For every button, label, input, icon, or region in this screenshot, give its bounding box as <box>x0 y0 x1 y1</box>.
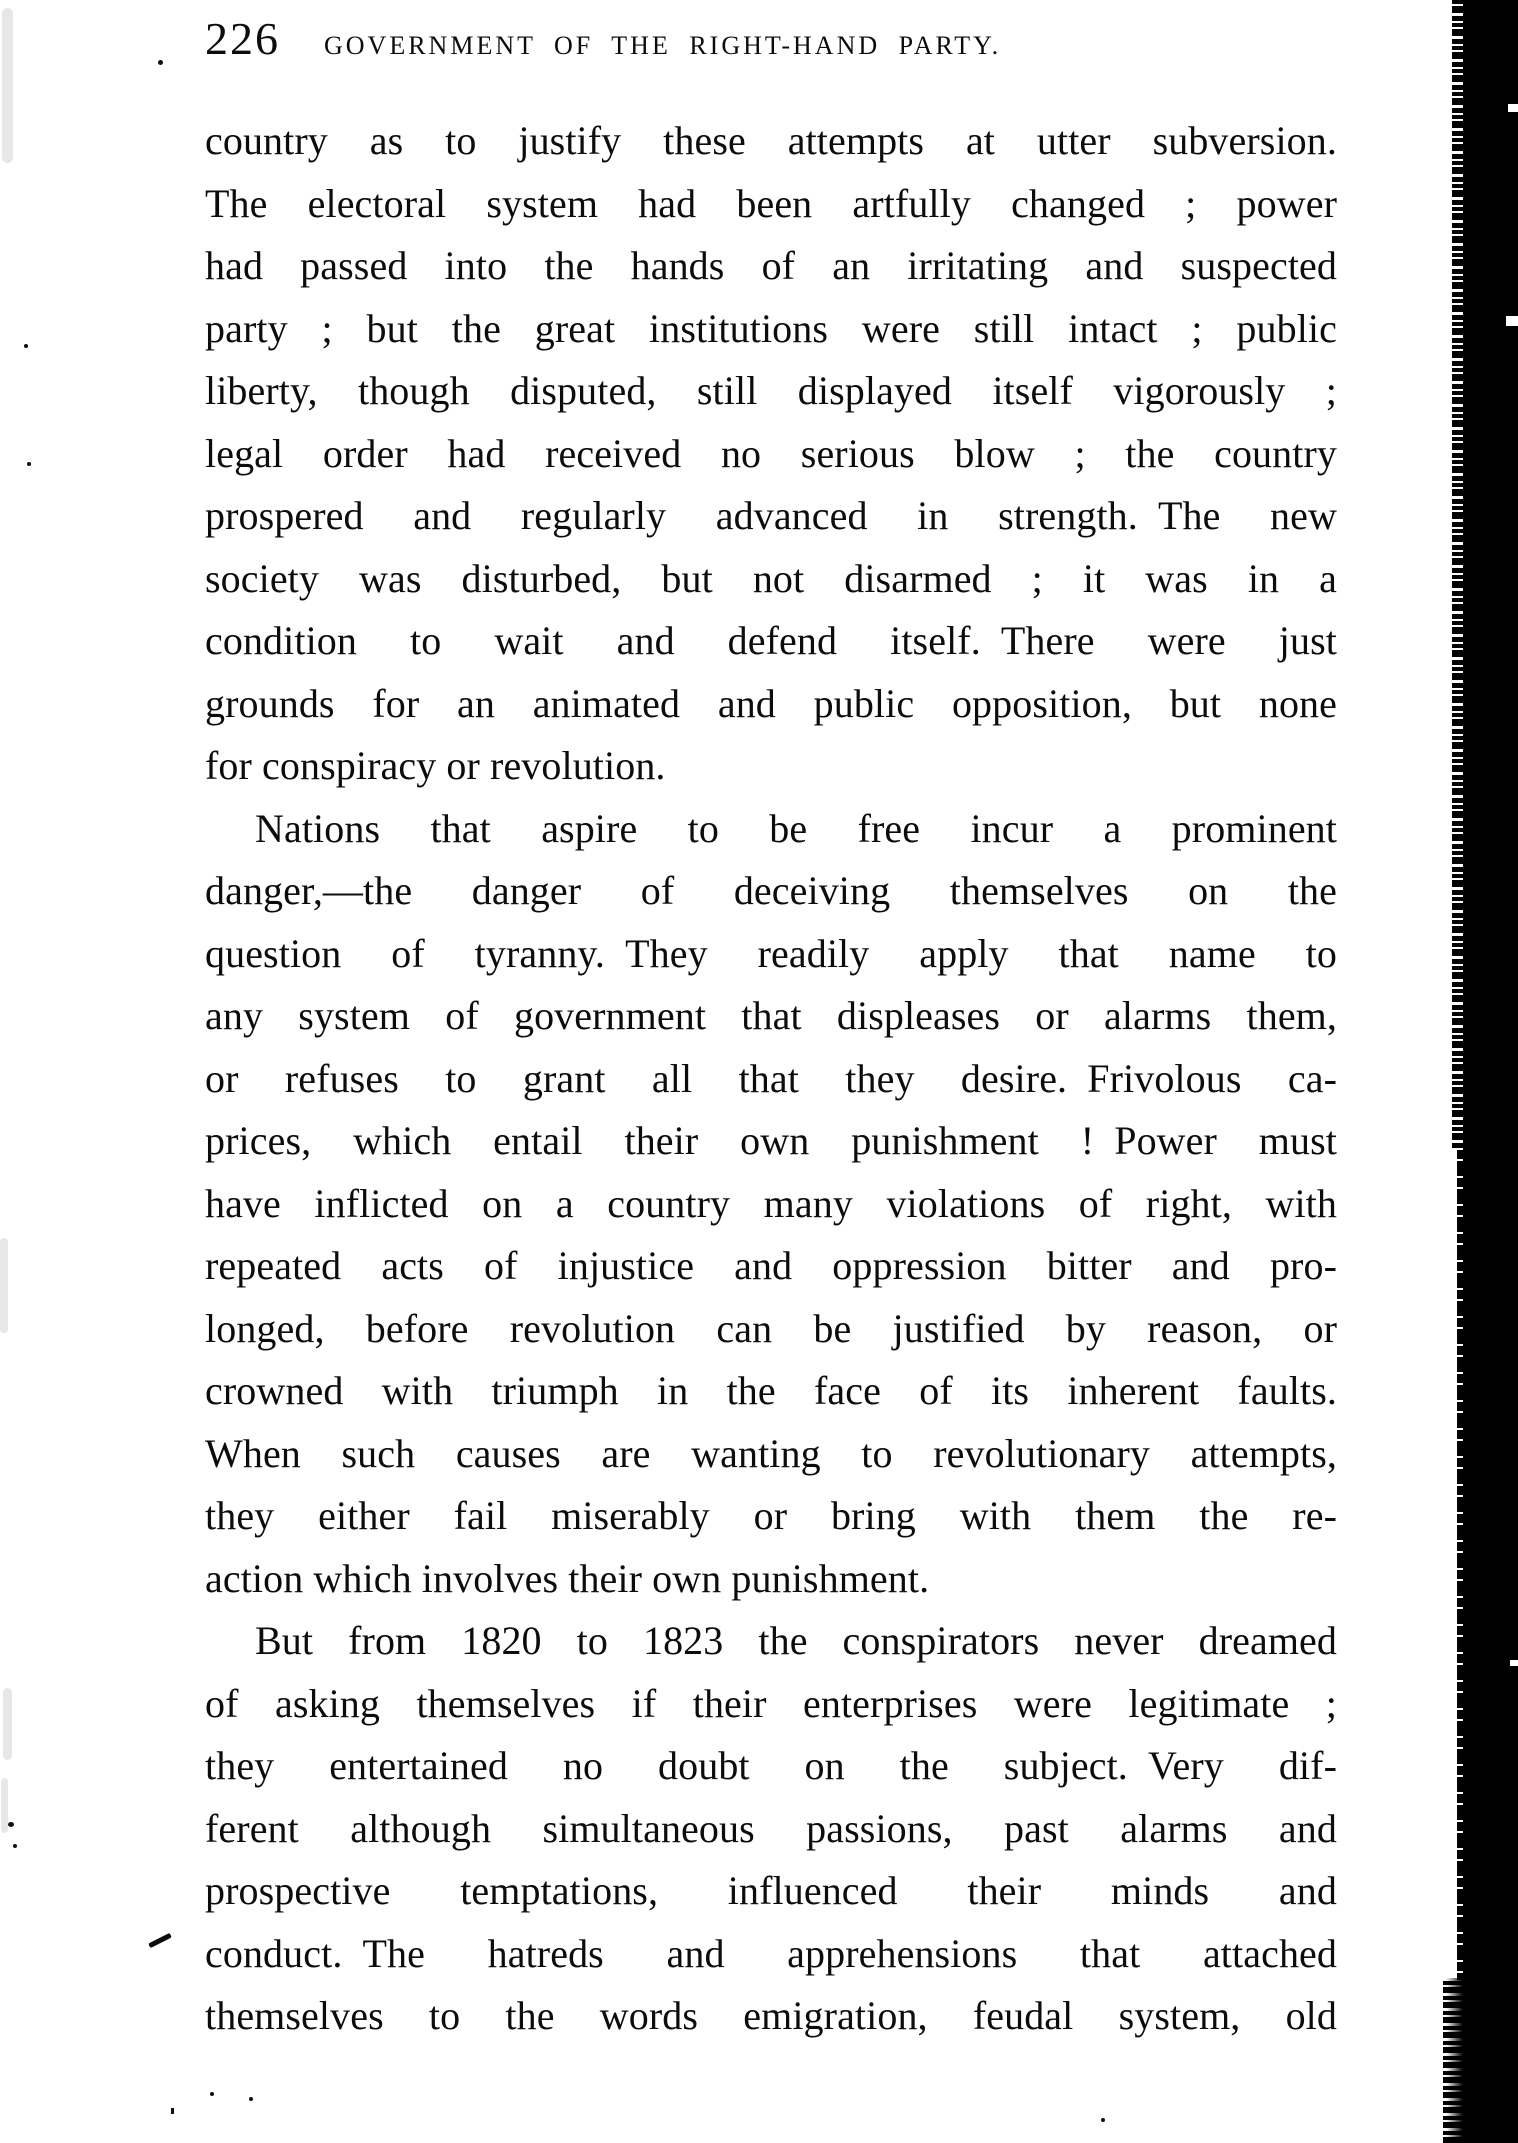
text-line: they either fail miserably or bring with them the re- <box>205 1493 1337 1538</box>
page-number: 226 <box>205 13 280 64</box>
text-line: legal order had received no serious blow ; the country <box>205 430 1337 476</box>
text-line: party ; but the great institutions were still intact ; public <box>205 305 1337 351</box>
text-line: repeated acts of injustice and oppression bitter and pro- <box>205 1243 1337 1288</box>
text-line: When such causes are wanting to revolutionary attempts, <box>205 1430 1337 1476</box>
pencil-tick-mark <box>148 1933 172 1948</box>
margin-smudge <box>2 8 13 163</box>
text-line: of asking themselves if their enterprises were legitimate ; <box>205 1680 1337 1726</box>
text-line: conduct. The hatreds and apprehensions that attached <box>205 1930 1337 1976</box>
text-line: longed, before revolution can be justified by reason, or <box>205 1305 1337 1351</box>
ink-speck <box>27 462 31 466</box>
ink-speck <box>8 1822 14 1827</box>
text-line: liberty, though disputed, still displayed itself vigorously ; <box>205 368 1337 413</box>
page-body <box>205 110 1337 2048</box>
page-header <box>205 12 1318 65</box>
text-line: prices, which entail their own punishment ! Power must <box>205 1118 1337 1163</box>
text-line: crowned with triumph in the face of its inherent faults. <box>205 1368 1337 1413</box>
scan-edge-band <box>1463 0 1518 2143</box>
text-line: danger,—the danger of deceiving themselves on the <box>205 868 1337 913</box>
margin-smudge <box>1 1778 8 1833</box>
ink-speck <box>249 2097 253 2101</box>
text-line: question of tyranny. They readily apply that name to <box>205 930 1337 976</box>
text-line: they entertained no doubt on the subject. Very dif- <box>205 1743 1337 1788</box>
ink-speck <box>171 2108 174 2114</box>
text-line: have inflicted on a country many violations of right, with <box>205 1180 1337 1226</box>
margin-smudge <box>3 1688 12 1760</box>
text-line: had passed into the hands of an irritating and suspected <box>205 243 1337 288</box>
text-line: prospective temptations, influenced their minds and <box>205 1868 1337 1913</box>
text-line: prospered and regularly advanced in strength. The new <box>205 493 1337 538</box>
ink-speck <box>24 344 28 348</box>
text-line: themselves to the words emigration, feudal system, old <box>205 1993 1337 2038</box>
text-line: action which involves their own punishment. <box>205 1555 930 1601</box>
ink-speck <box>13 1844 17 1848</box>
text-line: or refuses to grant all that they desire. Frivolous ca- <box>205 1055 1337 1101</box>
text-line: for conspiracy or revolution. <box>205 743 666 788</box>
ink-speck <box>158 60 163 65</box>
text-line: grounds for an animated and public opposition, but none <box>205 680 1337 726</box>
text-line: But from 1820 to 1823 the conspirators never dreamed <box>255 1618 1337 1663</box>
ink-speck <box>210 2092 214 2096</box>
scan-notch <box>1508 104 1518 112</box>
ink-speck <box>1101 2118 1105 2122</box>
text-line: ferent although simultaneous passions, past alarms and <box>205 1805 1337 1851</box>
scan-notch <box>1510 1660 1518 1666</box>
text-line: Nations that aspire to be free incur a prominent <box>255 805 1337 851</box>
text-line: country as to justify these attempts at utter subversion. <box>205 118 1337 163</box>
text-line: society was disturbed, but not disarmed ; it was in a <box>205 555 1337 601</box>
text-line: condition to wait and defend itself. There were just <box>205 618 1337 663</box>
ragged-edge <box>1452 0 1463 1150</box>
text-line: any system of government that displeases or alarms them, <box>205 993 1337 1038</box>
running-title: GOVERNMENT OF THE RIGHT-HAND PARTY. <box>324 31 1002 60</box>
margin-smudge <box>0 1238 8 1333</box>
ragged-edge <box>1443 1978 1463 2143</box>
scan-notch <box>1506 316 1518 326</box>
ragged-edge <box>1457 1150 1463 1980</box>
text-line: The electoral system had been artfully changed ; power <box>205 180 1337 226</box>
